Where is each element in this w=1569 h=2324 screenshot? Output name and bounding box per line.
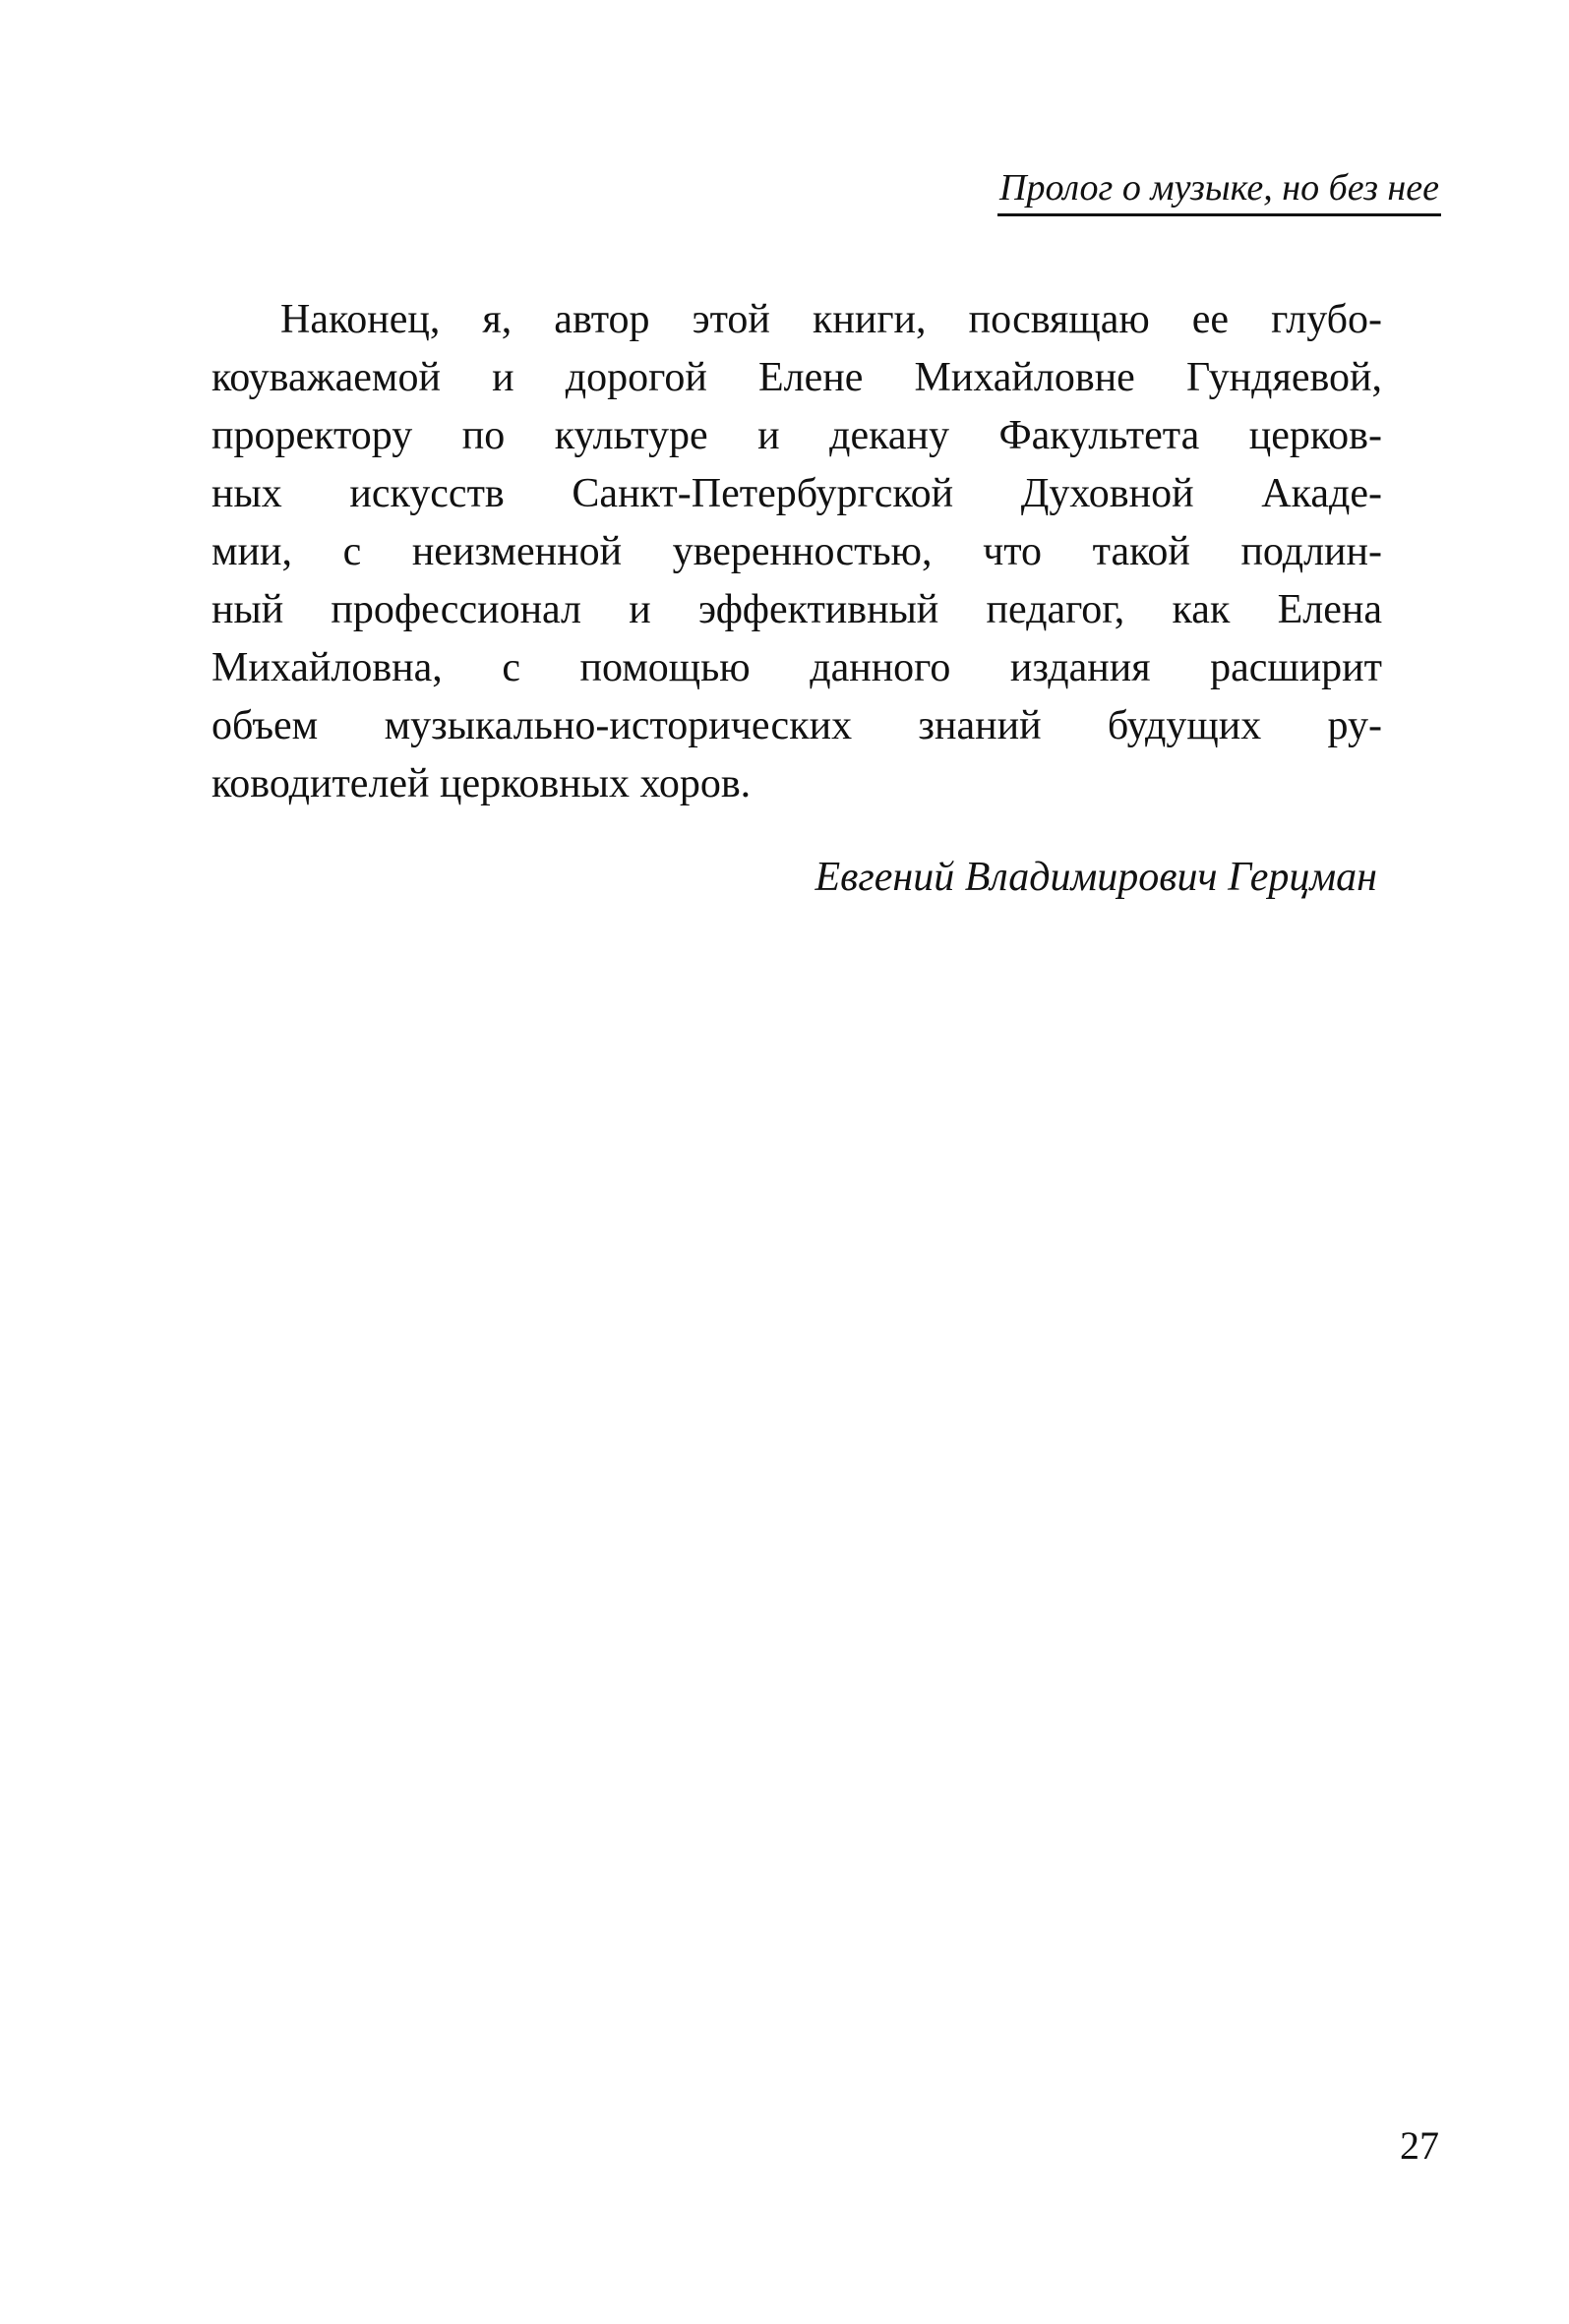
paragraph-line: проректору по культуре и декану Факультета церков- — [211, 413, 1382, 458]
running-header: Пролог о музыке, но без нее — [997, 165, 1441, 216]
paragraph-line: Наконец, я, автор этой книги, посвящаю ее глубо- — [280, 297, 1382, 342]
paragraph-line: ководителей церковных хоров. — [211, 761, 752, 806]
paragraph-line: ных искусств Санкт-Петербургской Духовной Акаде- — [211, 471, 1382, 516]
paragraph-line: объем музыкально-исторических знаний будущих ру- — [211, 703, 1382, 748]
paragraph-line: мии, с неизменной уверенностью, что такой подлин- — [211, 529, 1382, 574]
paragraph-line: Михайловна, с помощью данного издания расширит — [211, 645, 1382, 690]
paragraph-line: коуважаемой и дорогой Елене Михайловне Гундяевой, — [211, 355, 1382, 400]
author-signature: Евгений Владимирович Герцман — [815, 855, 1377, 900]
page-number: 27 — [1400, 2123, 1439, 2168]
body-paragraph — [211, 291, 1382, 813]
paragraph-line: ный профессионал и эффективный педагог, как Елена — [211, 587, 1382, 632]
